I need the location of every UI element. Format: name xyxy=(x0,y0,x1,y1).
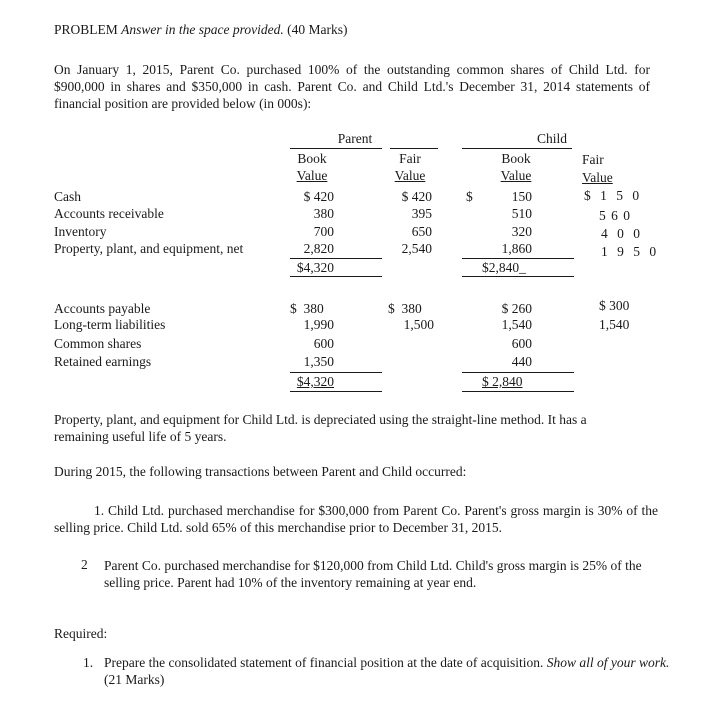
parent-fair-ppe: 2,540 xyxy=(401,241,432,256)
child-book-receivable: 510 xyxy=(511,206,532,221)
liab-label-longterm: Long-term liabilities xyxy=(54,317,166,332)
problem-instruction: Answer in the space provided. xyxy=(121,22,284,37)
parent-liab-total: $4,320 xyxy=(296,374,334,389)
asset-label-ppe: Property, plant, and equipment, net xyxy=(54,241,244,256)
child-liab-total: $ 2,840 xyxy=(482,374,523,389)
liab-total-rule-parent xyxy=(290,391,382,392)
parent-fair-cash: $ 420 xyxy=(401,189,432,204)
parent-header-rule xyxy=(290,148,382,149)
child-fair-label-1: Fair xyxy=(582,152,604,167)
parent-header: Parent xyxy=(337,131,373,146)
child-fair-receivable: 5 6 0 xyxy=(599,208,631,223)
problem-label: PROBLEM xyxy=(54,22,118,37)
transactions-intro: During 2015, the following transactions between Parent and Child occurred: xyxy=(54,464,467,479)
parent-book-receivable: 380 xyxy=(313,206,334,221)
transaction-1-text: Child Ltd. purchased merchandise for $300,000 from Parent Co. Parent's gross margin is 30% of the selling price. Child Ltd. sold 65% of this merchandise prior to December 31, 2015. xyxy=(54,503,658,535)
child-fair-ppe: 1 9 5 0 xyxy=(601,244,660,259)
child-fair-cash: $ 1 5 0 xyxy=(584,188,643,203)
parent-book-longterm: 1,990 xyxy=(303,317,334,332)
child-book-inventory: 320 xyxy=(511,224,532,239)
parent-book-cash: $ 420 xyxy=(303,189,334,204)
parent-fair-inventory: 650 xyxy=(411,224,432,239)
problem-header xyxy=(54,22,347,38)
child-book-longterm: 1,540 xyxy=(501,317,532,332)
parent-book-common: 600 xyxy=(313,336,334,351)
liab-label-payable: Accounts payable xyxy=(54,301,151,316)
liab-subtotal-rule-child xyxy=(462,372,574,373)
ppe-note: Property, plant, and equipment for Child Ltd. is depreciated using the straight-line method. It has a remaining useful life of 5 years. xyxy=(54,412,587,444)
intro-paragraph: On January 1, 2015, Parent Co. purchased 100% of the outstanding common shares of Child Ltd. for $900,000 in shares and $350,000 in cash. Parent Co. and Child Ltd.'s December 31, 2014 statements of financial position are provided below (in 000s): xyxy=(54,62,650,111)
parent-fair-label-1: Fair xyxy=(399,151,421,166)
required-1-italic: Show all of your work. xyxy=(546,655,670,670)
child-book-label-2: Value xyxy=(500,168,532,183)
transaction-2-text: Parent Co. purchased merchandise for $120,000 from Child Ltd. Child's gross margin is 25% of the selling price. Parent had 10% of the inventory remaining at year end. xyxy=(104,558,642,590)
child-header: Child xyxy=(536,131,567,146)
equity-label-common: Common shares xyxy=(54,336,142,351)
parent-header-rule-2 xyxy=(390,148,438,149)
child-book-ppe: 1,860 xyxy=(501,241,532,256)
child-assets-total: $2,840_ xyxy=(482,260,526,275)
parent-book-label-1: Book xyxy=(297,151,327,166)
required-1-number: 1. xyxy=(83,655,94,670)
parent-book-ppe: 2,820 xyxy=(303,241,334,256)
child-fair-label-2: Value xyxy=(582,170,613,185)
transaction-1 xyxy=(54,502,658,536)
parent-assets-total: $4,320 xyxy=(296,260,334,275)
parent-fair-payable: $ 380 xyxy=(388,301,422,316)
child-book-cash: 150 xyxy=(511,189,532,204)
liab-total-rule-child xyxy=(462,391,574,392)
problem-marks: (40 Marks) xyxy=(287,22,348,37)
parent-fair-label-2: Value xyxy=(394,168,426,183)
parent-book-inventory: 700 xyxy=(313,224,334,239)
required-1 xyxy=(104,654,670,688)
asset-label-receivable: Accounts receivable xyxy=(54,206,164,221)
parent-book-retained: 1,350 xyxy=(303,354,334,369)
parent-fair-longterm: 1,500 xyxy=(403,317,434,332)
assets-subtotal-rule-parent xyxy=(290,258,382,259)
assets-total-rule-parent xyxy=(290,276,382,277)
required-1-text: Prepare the consolidated statement of financial position at the date of acquisition. xyxy=(104,655,544,670)
assets-subtotal-rule-child xyxy=(462,258,574,259)
child-fair-inventory: 4 0 0 xyxy=(601,226,643,241)
transaction-2-number: 2 xyxy=(81,557,88,572)
transaction-1-number: 1. xyxy=(94,503,105,518)
child-book-common: 600 xyxy=(511,336,532,351)
child-header-rule xyxy=(462,148,572,149)
child-fair-payable: $ 300 xyxy=(599,298,630,313)
parent-fair-receivable: 395 xyxy=(411,206,432,221)
parent-book-payable: $ 380 xyxy=(290,301,324,316)
parent-book-label-2: Value xyxy=(296,168,328,183)
required-label: Required: xyxy=(54,626,108,641)
child-book-cash-dollar: $ xyxy=(466,189,473,204)
child-fair-longterm: 1,540 xyxy=(599,317,630,332)
child-book-retained: 440 xyxy=(511,354,532,369)
assets-total-rule-child xyxy=(462,276,574,277)
child-book-label-1: Book xyxy=(501,151,531,166)
asset-label-cash: Cash xyxy=(54,189,81,204)
liab-subtotal-rule-parent xyxy=(290,372,382,373)
asset-label-inventory: Inventory xyxy=(54,224,107,239)
child-book-payable: $ 260 xyxy=(501,301,532,316)
equity-label-retained: Retained earnings xyxy=(54,354,152,369)
required-1-marks: (21 Marks) xyxy=(104,672,165,687)
